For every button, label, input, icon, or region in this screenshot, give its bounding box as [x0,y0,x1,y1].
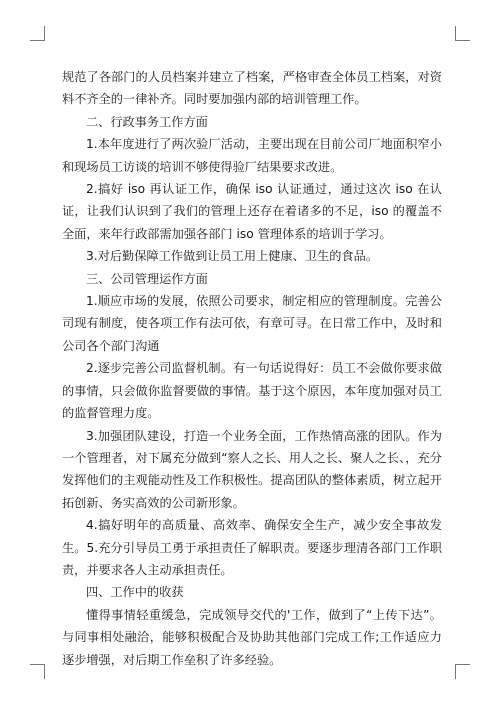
crop-mark-top-right [455,26,470,41]
paragraph-safety-responsibility: 4.搞好明年的高质量、高效率、确保安全生产，减少安全事故发生。5.充分引导员工勇于承担责任了解职责。要逐步理清各部门工作职责，并要求各人主动承担责任。 [62,518,442,577]
paragraph-team-building: 3.加强团队建设，打造一个业务全面，工作热情高涨的团队。作为一个管理者，对下属充分做到“察人之长、用人之长、聚人之长、，充分发挥他们的主观能动性及工作积极性。提高团队的整体素质，树立起开拓创新、务实高效的公司新形象。 [62,428,442,510]
section-heading-gains: 四、工作中的收获 [86,585,184,600]
paragraph-gains: 懂得事情轻重缓急，完成领导交代的'工作，做到了“上传下达”。与同事相处融洽，能够积极配合及协助其他部门完成工作;工作适应力逐步增强，对后期工作垒积了许多经验。 [62,607,442,667]
section-heading-management: 三、公司管理运作方面 [86,271,208,286]
paragraph-supervision: 2.逐步完善公司监督机制。有一句话说得好：员工不会做你要求做的事情，只会做你监督要做的事情。基于这个原因，本年度加强对员工的监督管理力度。 [62,361,442,421]
paragraph-iso-certification: 2.搞好 iso 再认证工作，确保 iso 认证通过，通过这次 iso 在认证，让我们认识到了我们的管理上还存在着诸多的不足，iso 的覆盖不全面，来年行政部需加强各部门 iso 管理体系的培训于学习。 [62,182,442,241]
crop-mark-bottom-right [455,664,470,679]
paragraph-logistics: 3.对后勤保障工作做到让员工用上健康、卫生的食品。 [86,249,378,264]
crop-mark-bottom-left [30,664,45,679]
section-heading-administration: 二、行政事务工作方面 [86,114,208,129]
paragraph-factory-audit: 1.本年度进行了两次验厂活动，主要出现在目前公司厂地面积窄小和现场员工访谈的培训不够使得验厂结果要求改进。 [62,137,442,174]
crop-mark-top-left [30,26,45,41]
paragraph-management-system: 1.顺应市场的发展，依照公司要求，制定相应的管理制度。完善公司现有制度，使各项工作有法可依，有章可寻。在日常工作中，及时和公司各个部门沟通 [62,294,442,353]
paragraph-archives-continued: 规范了各部门的人员档案并建立了档案，严格审查全体员工档案，对资料不齐全的一律补齐。同时要加强内部的培训管理工作。 [62,70,442,107]
document-body [62,66,442,671]
